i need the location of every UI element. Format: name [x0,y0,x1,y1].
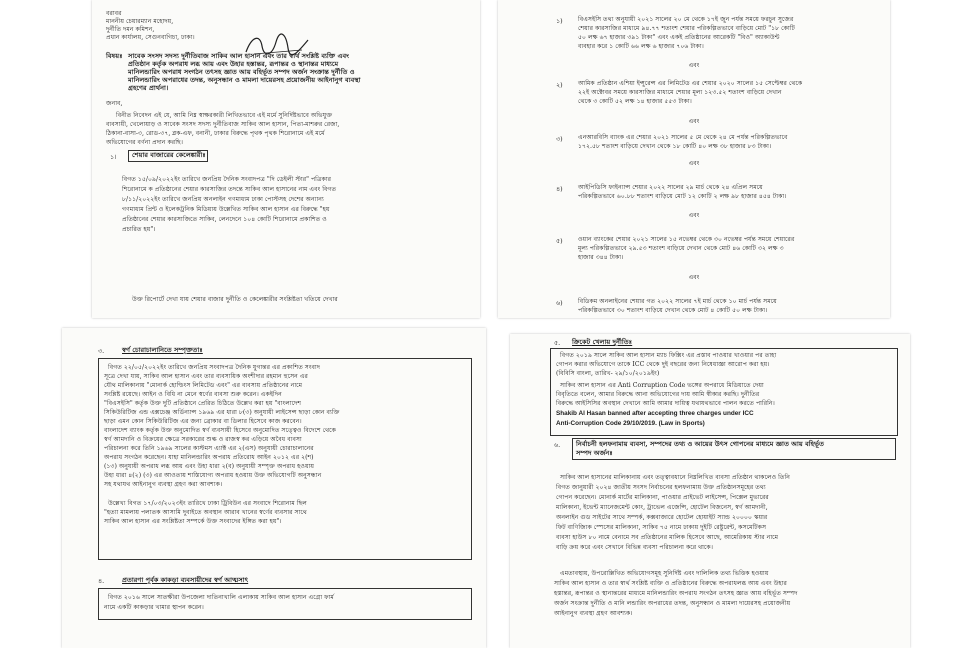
section-number: ৪. [98,577,105,585]
section-body-line: সাকিব আল হাসানের মালিকানায় এবং তত্ত্বাবধানে নিম্নলিখিত ব্যবসা প্রতিষ্ঠান থাকলেও তিনি [560,474,790,481]
section-body-line: ব্যবসা হাউস ৮০ নামে বেনামে সব প্রতিষ্ঠানের মালিক হিসেবে আছে, আমেরিকায় স্টার নামে [556,534,779,541]
section-body-line: (১৩) অনুযায়ী অপরাধ লব্ধ আয় এবং উহা ধারা ২(ব) অনুযায়ী সম্পৃক্ত অপরাধ হওয়ায় [104,463,315,470]
section-body-line: বাড়ি ক্রয় করে এবং সেখানে বিভিন্ন ব্যবসা পরিচালনা করে থাকে। [556,544,713,551]
item-line: আমিক প্রতিষ্ঠান এশিয়া ইন্সুরেন্স এর লিমিটেড এর শেয়ার ২০২০ সালের ১৫ সেপ্টেম্বর থেকে [578,80,803,87]
item-line: ব্যবহার করে ১ কোটি ৬৬ লক্ষ ৬ হাজার ৭০৬ টাকা। [578,43,704,50]
section-title: প্রতারণা পূর্বক কাকড়া ব্যবসায়ীদের স্বর্ণ আত্মসাৎ [122,576,249,584]
body-line: বিনীত নিবেদন এই যে, আমি নিম্ন স্বাক্ষরকারী লিখিতভাবে এই মর্মে সুনির্দিষ্টভাবে অভিযুক্ত [116,112,333,119]
item-number: ৪) [556,185,563,193]
section-body-line: বিগত জানুয়ারী ২০২৪ জাতীয় সংসদ নির্বাচনের হলফনামায় উক্ত প্রতিষ্ঠানসমূহের তথ্য [556,484,766,491]
section-body-line: "হত্যা মামলায় পলাতক আসামি দুবাইতে অবস্থান আরাব খানের স্বর্ণের ব্যবসার সাথে [104,509,307,516]
section-body-line: পরিচালনা করে তিনি ১৯৬৯ সালের কাস্টমস এ্যাক্ট এর ২(এস) অনুযায়ী চোরাচালানের [104,445,314,452]
section-body-line: বিবৃতিতে বলেন, আমার বিরুদ্ধে আনা অভিযোগের দায় আমি স্বীকার করছি। দুর্নীতির [556,391,760,398]
section-body-line: সংশ্লিষ্ট রয়েছে। আইন ও বিধি না মেনে স্বর্ণের ব্যবসা শুরু করেন। একইদিন [104,391,282,398]
section-body-line: নামে একটি কাকড়ার খামার স্থাপন করেন। [104,604,204,611]
section-body-line: উক্ত রিপোর্টে দেখা যায় শেয়ার বাজার দুর্নীতি ও কেলেঙ্কারীর সংশ্লিষ্টতা খতিয়ে দেখার [132,296,338,303]
item-number: ৫) [556,237,563,245]
item-line: শেয়ার কারসাজির মাধ্যমে ৯৪.৭৭ শতাংশ শেয়ার পরিকল্পিতভাবে বাড়িয়ে মোট "১৮ কোটি [578,25,795,32]
salutation: জনাব, [106,100,123,107]
separator: এবং [688,62,700,69]
item-line: হাজার ৩৪৪ টাকা। [578,254,624,261]
address-line: বরাবর [106,10,122,17]
section-body-line: "বিএসইসি" কর্তৃক উক্ত দুটি প্রতিষ্ঠানে প্রেরিত চিঠিতে উল্লেখ করা হয় "বাংলাদেশ [104,400,302,407]
section-body-line: সূত্রে দেখা যায়, সাকিব আল হাসান এবং তার ব্যবসায়িক অংশীদার রহমান হুসেন এর [104,373,308,380]
document-page-2 [498,0,890,318]
section-body-line: ছাড়া এমন কোন সিকিউরিটিজ এর জন্য ব্রোকার বা ডিলার হিসেবে কাজ করবেন। [104,418,302,425]
separator: এবং [688,274,700,281]
item-number: ২) [556,81,563,89]
section-title: শেয়ার বাজারের কেলেঙ্কারীঃ [132,151,206,159]
body-line: অভিযোগের বর্ণনা প্রদান করছি। [106,139,183,146]
section-number: ১। [110,153,117,161]
section-body-line: সিকিউরিটিজ এন্ড এক্সচেঞ্জ অর্ডিন্যান্স ১৯৬৯ এর ধারা ৮(৩) অনুযায়ী লাইসেন্স ছাড়া কোন ব্যক্তি [104,409,340,416]
section-body-line: গোপন করেছেন। মোনার্ক মার্টের মালিকানা, পাওয়ার প্রাইভেট লাইসেন্স, পিক্সেল মুভারের [556,494,769,501]
closing-line: সাকিব আল হাসান ও তার স্বার্থ সংশ্লিষ্ট ব্যক্তি ও প্রতিষ্ঠানের বিরুদ্ধে অপরাধলব্ধ আয় এবং উহার [554,580,787,587]
section-body-line: বিগত ২২/০৫/২০২২ইং তারিখে জনপ্রিয় সংবাদপত্র দৈনিক যুগান্তর এর প্রকাশিত সংবাদ [108,364,321,371]
section-body-line: স্বর্ণ আমদানি ও বিক্রয়ের ক্ষেত্রে সরকারের শুল্ক ও রাজস্ব কর এড়িয়ে অবৈধ ব্যবসা [104,436,302,443]
section-title: স্বর্ণ চোরাচালানিতে সম্পৃক্ততাঃ [122,346,203,354]
body-line: ব্যবসায়ী, খেলোয়াড় ও সাবেক সংসদ সদস্য দুর্নীতিবাজ সাকিব আল হাসান, পিতা-মাশরুর রেজা, [106,121,340,128]
section-body-line: প্রচারিত হয়"। [122,226,156,233]
section-number: ৫. [554,339,561,347]
item-line: থেকে ৩ কোটি ৫২ লক্ষ ১৪ হাজার ৫৫৩ টাকা। [578,98,692,105]
section-body-line: উহা ধারা ৪(২) (৩) এর আওতায় শাস্তিযোগ্য অপরাধ হওয়ায় উক্ত অভিযোগটি অনুসন্ধান [104,472,322,479]
item-line: ৫০ লক্ষ ৬৭ হাজার ৩৯১ টাকা" এবং একই প্রতিষ্ঠানের আরেকটি "বিও" অ্যাকাউন্ট [578,34,780,41]
section-body-line: গণমাধ্যম প্রিন্ট ও ইলেকট্রনিক মিডিয়ায় উল্লেখিত সাকিব আল হাসান এর বিরুদ্ধে "হয় [122,206,330,213]
section-body-line: অনলাইন গুড সাইটের সাথে সম্পর্ক, কক্সবাজারে হোটেল হোয়াইট স্যান্ড ২০০০০ স্কয়ার [556,514,768,521]
section-number: ৬. [554,441,561,449]
subject-line: সাবেক সংসদ সদস্য দুর্নীতিবাজ সাকিব আল হাসান এবং তার স্বার্থ সংশ্লিষ্ট ব্যক্তি এবং [128,52,350,60]
item-line: পরিকল্পিতভাবে ৩০ শতাংশ বাড়িয়ে দেখান থেকে মোট ৪ কোটি ৫০ লক্ষ টাকা। [578,307,768,314]
item-number: ৬) [556,299,563,307]
item-number: ১) [556,17,563,25]
section-body-line: উল্লেখ্য বিগত ১৭/০৩/২০২৩ইং তারিখে ঢাকা ট্রিবিউন এর সংবাদে শিরোনাম ছিল [108,500,307,507]
closing-line: অর্জন সংক্রান্ত দুর্নীতি ও মানি লন্ডারিং অপরাধের তদন্ত, অনুসন্ধান ও মামলা দায়েরসহ প্রয়োজনীয় [554,600,791,607]
document-page-3 [62,328,486,648]
section-body-line: বিগত ২০১৯ সালে সাকিব আল হাসান ম্যাচ ফিক্সিং এর প্রস্তাব পাওয়ার খাওয়ার পর তাহা [560,352,777,359]
item-number: ৩) [556,135,563,143]
section-body-line: বিগত ২০১৬ সালে সাতক্ষীরা উপজেলা দাতিনাখালি এলাকায় সাকিব আল হাসান এগ্রো ফার্ম [108,594,334,601]
subject-label: বিষয়ঃ [106,52,123,60]
document-page-1 [92,0,480,318]
subject-line: মানিলন্ডারিং অপরাধের তদন্ত, অনুসন্ধান ও মামলা দায়েরসহ প্রয়োজনীয় আইনানুগ ব্যবস্থা [128,76,361,84]
address-line: দুর্নীতি দমন কমিশন, [106,26,155,33]
section-body-line: অপরাধ সংগঠন করেছেন। যাহা মানিলন্ডারিং অপরাধ প্রতিরোধ আইন ২০১২ এর ২(শ) [104,454,314,461]
address-line: প্রধান কার্যালয়, সেগুনবাগিচা, ঢাকা। [106,34,195,41]
document-page-4 [510,334,910,648]
section-body-line: বিরুদ্ধে আইসিসির অবস্থান দেখানে আমি আমার দায়িত্ব যথাযথভাবে পালন করতে পারিনি। [556,400,775,407]
section-body-line: (বিবিসি বাংলা, তারিখ- ২৯/১০/২০১৯ইং) [556,370,660,377]
section-body-line: ফিট বাণিজ্যিক স্পেসের মালিকানা, সাকিব ৭৫ নামে ঢাকায় দুইটি রেষ্টুরেন্ট, কসমেটিকস [556,524,767,531]
section-body-line: সাকিব আল হাসান এর সংশ্লিষ্টতা সম্পর্কে উক্ত সংবাদের ইঙ্গিত করা হয়"। [104,518,282,525]
closing-line: এমতাবস্থায়, উপরোল্লিখিত অভিযোগসমূহ সুনির্দিষ্ট এবং দালিলিক তথ্য ভিত্তিক হওয়ায় [560,570,769,577]
section-body-line: ৮/১১/২০২২ইং তারিখে জনপ্রিয় অনলাইন গণমাধ্যম ঢাকা পোস্টসহ দেশের অন্যান্য [122,196,324,203]
separator: এবং [688,118,700,125]
closing-line: আইনানুগ ব্যবস্থা গ্রহণ আবশ্যক। [554,610,633,617]
item-line: আইপিডিসি ফাইন্যান্স শেয়ার ২০২২ সালের ২৯ মার্চ থেকে ২৪ এপ্রিল সময়ে [578,184,763,191]
item-line: ২২ই অক্টোবর সময়ে কারসাজির মাধ্যমে শেয়ার মূল্য ১২৩.৫২ শতাংশ বাড়িয়ে দেখান [578,89,782,96]
section-body-line: সহ যথাযথ আইনানুগ ব্যবস্থা গ্রহণ করা আবশ্যক। [104,481,223,488]
section-body-line: বিগত ১৫/০৯/২০২২ইং তারিখে জনপ্রিয় দৈনিক সংবাদপত্র "দি ডেইলী স্টার" পত্রিকার [122,176,332,183]
separator: এবং [688,160,700,167]
closing-line: হস্তান্তর, রূপান্তর ও স্থানান্তরের মাধ্যমে মানিলন্ডারিং অপরাধ সংগঠন তৎসহ জ্ঞাত আয় বহির্ভূত সম্পদ [554,590,798,597]
section-body-line: প্রতিষ্ঠানের শেয়ার কারসাজিতে সাকিব, লেনদেনে ১০৪ কোটি শিরোনামে প্রকাশিত ও [122,216,327,223]
subject-line: প্রতিষ্ঠান কর্তৃক অপরাধ লব্ধ আয় এবং উহার হস্তান্তর, রূপান্তর ও স্থানান্তর মাধ্যমে [128,60,339,68]
address-line: মাননীয় চেয়ারম্যান মহোদয়, [106,18,174,25]
section-body-line: শিরোনামে ক প্রতিষ্ঠানের শেয়ার কারসাজির তদন্তে সাকিব আল হাসানের নাম এবং বিগত [122,186,337,193]
item-line: ওয়ান ব্যাংকের শেয়ার ২০২১ সালের ১৫ নভেম্বর থেকে ৩০ নভেম্বর পর্যন্ত সময়ে শেয়ারের [578,236,795,243]
section-body-line: সাকিব আল হাসান এর Anti Corruption Code ভঙ্গের অপরাধে মিডিয়াতে দেয়া [560,382,764,389]
item-line: এনআরবিসি ব্যাংক এর শেয়ার ২০২১ সালের ৫ মে থেকে ২৪ মে পর্যন্ত পরিকল্পিতভাবে [578,134,788,141]
body-line: ঠিকানা-বাসা-৩, রোড-৩৭, ব্লক-এফ, বনানী, ঢাকার বিরুদ্ধে পৃথক পৃথক শিরোনামে এই মর্মে [106,130,325,137]
section-number: ৩. [98,347,105,355]
separator: এবং [688,212,700,219]
subject-line: গ্রহণের প্রার্থনা। [128,84,169,92]
item-line: ১৭২.৫৮ শতাংশ বাড়িয়ে দেখান থেকে ১৮ কোটি ৪০ লক্ষ ৩৮ হাজার ৮৩ টাকা। [578,143,772,150]
subject-line: মানিলন্ডারিং অপরাধ সংগঠন তৎসহ জ্ঞাত আয় বহির্ভূত সম্পদ অর্জন সংক্রান্ত দুর্নীতি ও [128,68,355,76]
item-line: পরিকল্পিতভাবে ৬০.৮৮ শতাংশ বাড়িয়ে মোট ১২ কোটি ২ লক্ষ ৯৮ হাজার ৪৫৪ টাকা। [578,193,787,200]
section-title: নির্বাচনী হলফনামায় ব্যবসা, সম্পদের তথ্য ও আয়ের উৎস গোপনের মাধ্যমে জ্ঞাত আয় বহির্ভূত [576,440,824,448]
english-quote-line: Shakib Al Hasan banned after accepting three charges under ICC [556,410,754,417]
section-body-line: যৌথ মালিকানায় "মোনার্ক হোল্ডিংস লিমিটেড এবং" এর ব্যবসায় প্রতিষ্ঠানের নামে [104,382,303,389]
english-quote-line: Anti-Corruption Code 29/10/2019. (Law in Sports) [556,420,705,427]
section-title: সম্পদ অর্জনঃ [576,449,613,457]
item-line: বিএসইসি তথ্য অনুযায়ী ২০২১ সালের ২০ মে থেকে ১৭ই জুন পর্যন্ত সময়ে ফরচুন সুজের [578,16,794,23]
section-body-line: বাংলাদেশ ব্যাংক কর্তৃক উক্ত অনুমোদিত স্বর্ণ ব্যবসায়ী হিসেবে অনুমোদিত সত্ত্বেও বিদেশে থেকে [104,427,336,434]
item-line: মূল্য পরিকল্পিতভাবে ২৯.৫৩ শতাংশ বাড়িয়ে দেখান থেকে মোট ৪৬ কোটি ৩২ লক্ষ ৩ [578,245,784,252]
section-title: ক্রিকেট খেলায় দুর্নীতিঃ [572,338,633,346]
section-body-line: গোপন করার অভিযোগে তাকে ICC থেকে দুই বছরের জন্য নিষেধাজ্ঞা আরোপ করা হয়। [556,361,770,368]
item-line: বিডিকম অনলাইনের শেয়ার গত ২০২২ সালের ৭ই মার্চ থেকে ১০ মার্চ পর্যন্ত সময়ে [578,298,777,305]
section-body-line: মালিকানা, ইভেন্ট ম্যানেজমেন্ট কোং, ট্রাভেল এজেন্সি, হোটেল বিজনেস, স্বর্ণ আমদানী, [556,504,768,511]
